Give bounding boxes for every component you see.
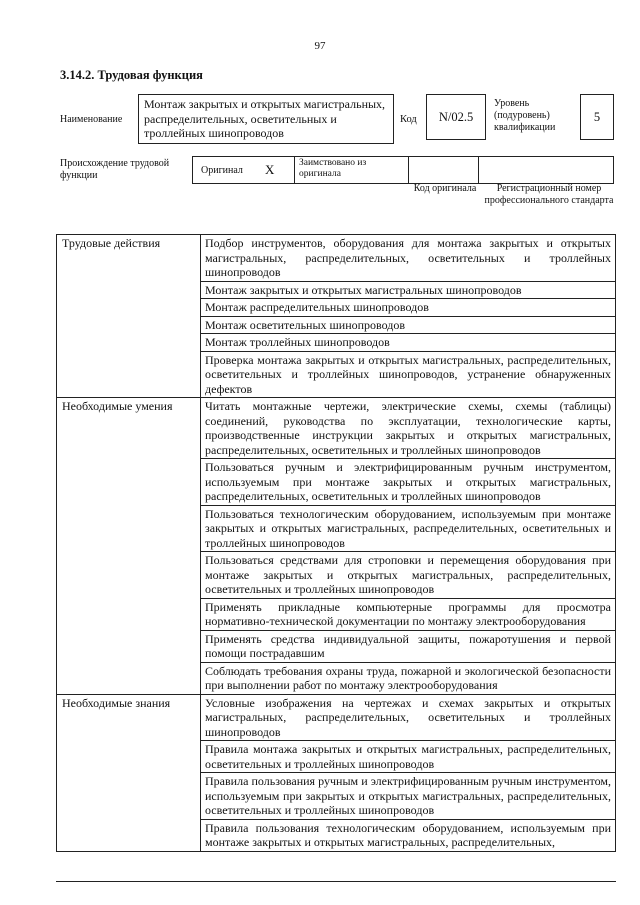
code-original-cell: [409, 157, 479, 183]
labor-function-table: [56, 234, 616, 852]
origin-label: Происхождение трудовой функции: [60, 158, 170, 181]
page-number: 97: [314, 40, 326, 52]
section-title: 3.14.2. Трудовая функция: [60, 68, 203, 82]
item-cell: Пользоваться ручным и электрифицированным ручным инструментом, используемым при монтаже закрытых и открытых магистральных, распределительных, осветительных и троллейных шинопроводов: [201, 459, 616, 506]
table-row: [57, 398, 616, 459]
item-cell: Соблюдать требования охраны труда, пожарной и экологической безопасности при выполнении работ по монтажу электрооборудования: [201, 662, 616, 694]
level-label: Уровень (подуровень) квалификации: [494, 98, 556, 133]
item-cell: Правила пользования ручным и электрифицированным ручным инструментом, используемым при закрытых и открытых магистральных, распределительных, осветительных и троллейных шинопроводов: [201, 773, 616, 820]
table-bottom-border: [56, 881, 616, 882]
code-label: Код: [400, 114, 417, 125]
item-cell: Пользоваться технологическим оборудованием, используемым при монтаже закрытых и открытых магистральных, распределительных, осветительных и троллейных шинопроводов: [201, 505, 616, 552]
item-cell: Применять средства индивидуальной защиты, пожаротушения и первой помощи пострадавшим: [201, 630, 616, 662]
borrowed-cell: Заимствовано из оригинала: [295, 157, 409, 183]
name-label: Наименование: [60, 114, 123, 125]
item-cell: Правила монтажа закрытых и открытых магистральных, распределительных, осветительных и троллейных шинопроводов: [201, 741, 616, 773]
original-label: Оригинал: [201, 165, 243, 176]
original-mark: X: [265, 162, 275, 177]
origin-row: [192, 156, 614, 184]
table-row: [57, 235, 616, 282]
item-cell: Проверка монтажа закрытых и открытых магистральных, распределительных, осветительных и троллейных шинопроводов, устранение обнаруженных дефектов: [201, 351, 616, 398]
category-cell: Необходимые умения: [57, 398, 201, 695]
item-cell: Пользоваться средствами для строповки и перемещения оборудования при монтаже закрытых и открытых магистральных, распределительных, осветительных и троллейных шинопроводов: [201, 552, 616, 599]
item-cell: Подбор инструментов, оборудования для монтажа закрытых и открытых магистральных, распределительных, осветительных и троллейных шинопроводов: [201, 235, 616, 282]
item-cell: Монтаж распределительных шинопроводов: [201, 299, 616, 317]
code-original-caption: Код оригинала: [413, 183, 477, 194]
table-row: [57, 694, 616, 741]
reg-number-cell: [479, 157, 613, 183]
category-cell: Трудовые действия: [57, 235, 201, 398]
name-box: Монтаж закрытых и открытых магистральных, распределительных, осветительных и троллейных шинопроводов: [138, 94, 394, 144]
item-cell: Монтаж закрытых и открытых магистральных шинопроводов: [201, 281, 616, 299]
code-box: N/02.5: [426, 94, 486, 140]
item-cell: Читать монтажные чертежи, электрические схемы, схемы (таблицы) соединений, руководства по эксплуатации, технологические карты, производственные инструкции закрытых и открытых магистральных, распределительных, осветительных и троллейных шинопроводов: [201, 398, 616, 459]
item-cell: Монтаж осветительных шинопроводов: [201, 316, 616, 334]
item-cell: Монтаж троллейных шинопроводов: [201, 334, 616, 352]
reg-number-caption: Регистрационный номер профессионального стандарта: [484, 183, 614, 206]
item-cell: Правила пользования технологическим оборудованием, используемым при монтаже закрытых и открытых магистральных, распределительных,: [201, 819, 616, 851]
original-cell: [193, 157, 295, 183]
category-cell: Необходимые знания: [57, 694, 201, 851]
page-bottom-cut: [0, 882, 640, 905]
level-box: 5: [580, 94, 614, 140]
item-cell: Условные изображения на чертежах и схемах закрытых и открытых магистральных, распределительных, осветительных и троллейных шинопроводов: [201, 694, 616, 741]
item-cell: Применять прикладные компьютерные программы для просмотра нормативно-технической документации по монтажу электрооборудования: [201, 598, 616, 630]
